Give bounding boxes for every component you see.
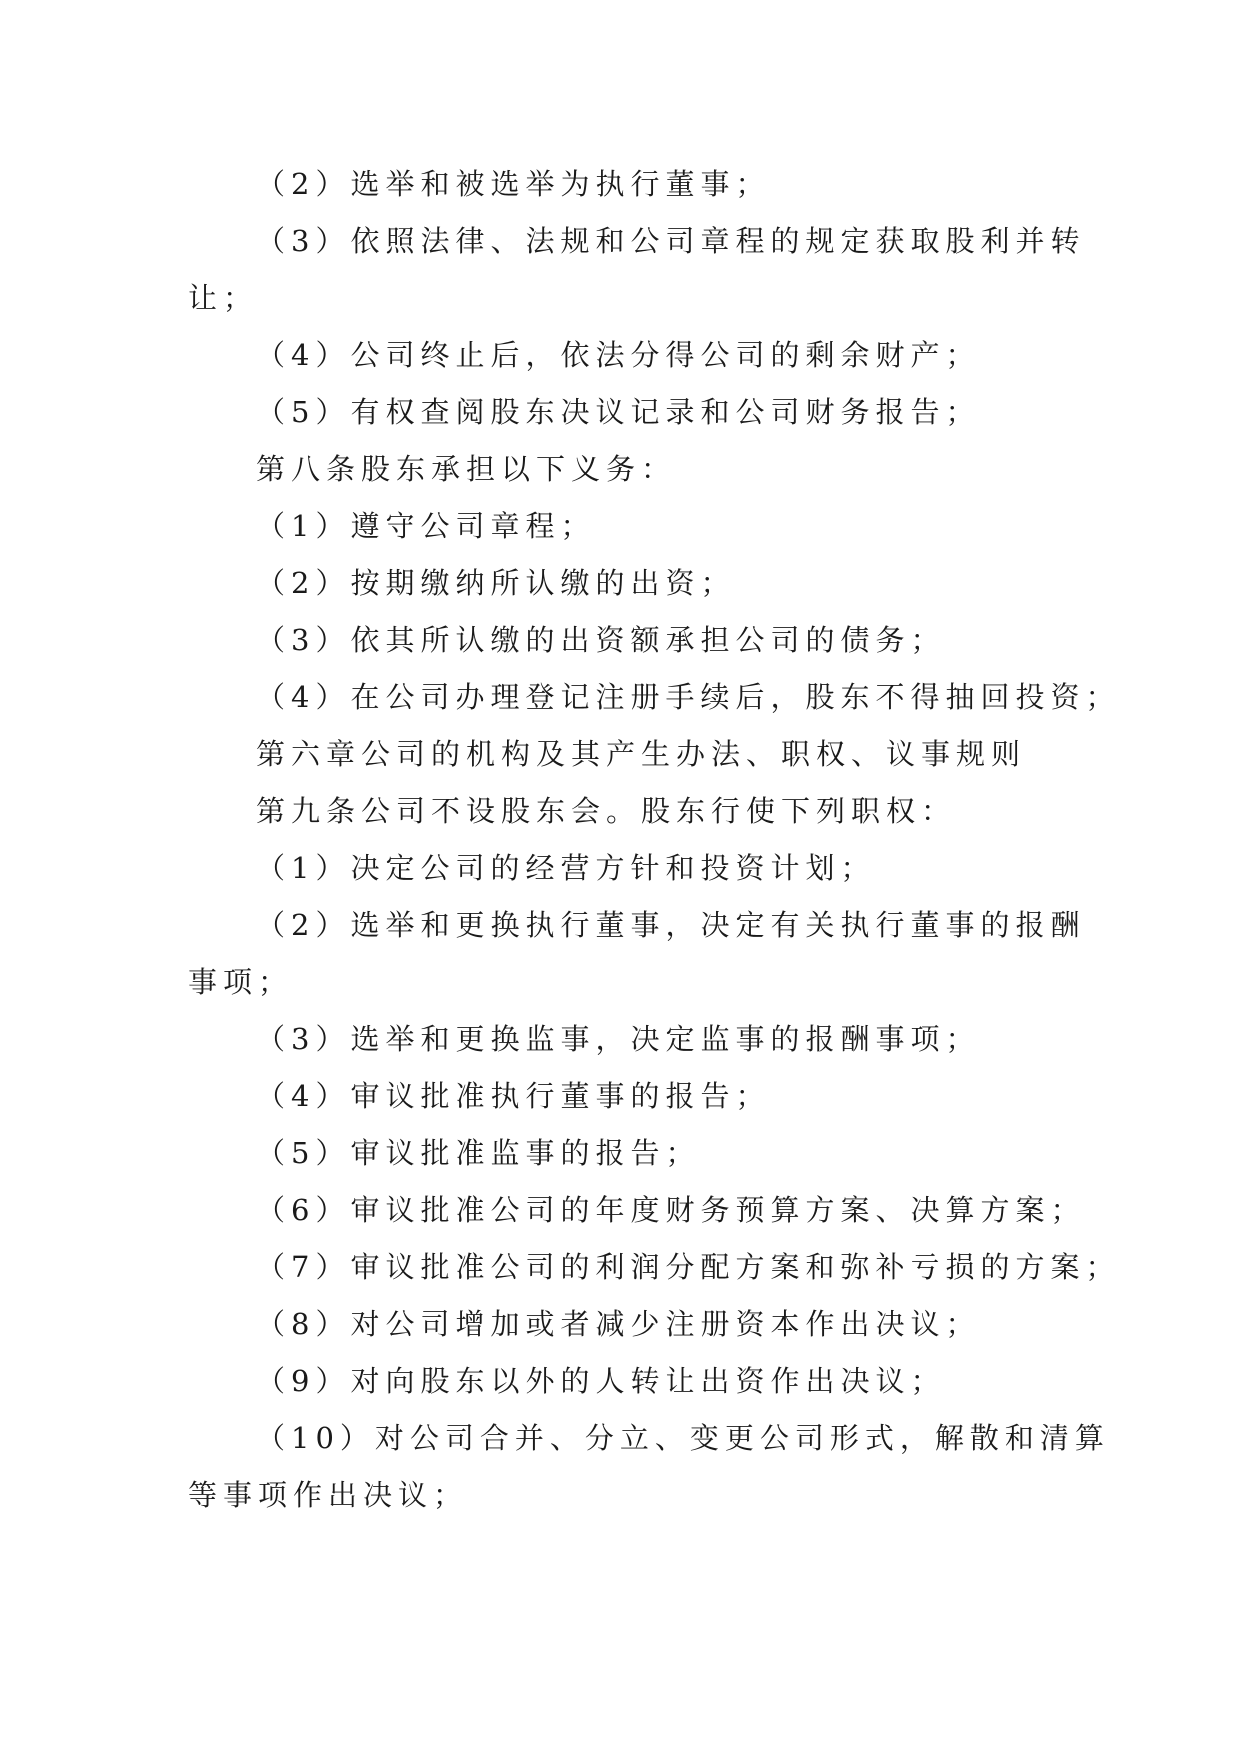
article-heading: 第八条股东承担以下义务： [256,452,677,486]
clause-line: （9）对向股东以外的人转让出资作出决议； [256,1364,946,1398]
clause-line: （2）选举和更换执行董事，决定有关执行董事的报酬 [256,908,1086,942]
article-heading: 第九条公司不设股东会。股东行使下列职权： [256,794,957,828]
clause-line: （1）遵守公司章程； [256,509,596,543]
clause-line-continuation: 等事项作出决议； [188,1478,469,1512]
clause-line: （1）决定公司的经营方针和投资计划； [256,851,876,885]
clause-line: （5）审议批准监事的报告； [256,1136,701,1170]
clause-line: （7）审议批准公司的利润分配方案和弥补亏损的方案； [256,1250,1121,1284]
clause-line: （4）公司终止后，依法分得公司的剩余财产； [256,338,981,372]
clause-line: （10）对公司合并、分立、变更公司形式，解散和清算 [256,1421,1110,1455]
chapter-heading: 第六章公司的机构及其产生办法、职权、议事规则 [256,737,1027,771]
clause-line: （6）审议批准公司的年度财务预算方案、决算方案； [256,1193,1086,1227]
clause-line-continuation: 事项； [188,965,294,999]
clause-line-continuation: 让； [188,281,259,315]
clause-line: （5）有权查阅股东决议记录和公司财务报告； [256,395,981,429]
clause-line: （8）对公司增加或者减少注册资本作出决议； [256,1307,981,1341]
clause-line: （2）按期缴纳所认缴的出资； [256,566,736,600]
clause-line: （3）依照法律、法规和公司章程的规定获取股利并转 [256,224,1086,258]
clause-line: （4）审议批准执行董事的报告； [256,1079,771,1113]
clause-line: （4）在公司办理登记注册手续后，股东不得抽回投资； [256,680,1121,714]
clause-line: （2）选举和被选举为执行董事； [256,167,771,201]
clause-line: （3）选举和更换监事，决定监事的报酬事项； [256,1022,981,1056]
clause-line: （3）依其所认缴的出资额承担公司的债务； [256,623,946,657]
